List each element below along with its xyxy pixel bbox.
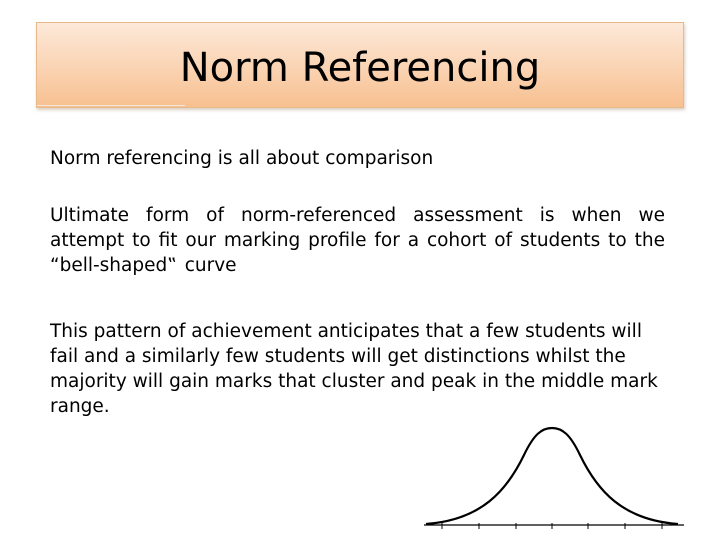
slide-title: Norm Referencing — [179, 45, 541, 91]
paragraph-bell-curve: Ultimate form of norm-referenced assessment is when we attempt to fit our marking profile for a cohort of students to the “bell-shaped‟ curve — [50, 205, 665, 276]
paragraph-comparison: Norm referencing is all about comparison — [50, 148, 434, 169]
paragraph-achievement-pattern: This pattern of achievement anticipates that a few students will fail and a similarly few students will get distinctions whilst the majority will gain marks that cluster and peak in the middle mark range. — [50, 321, 658, 417]
bell-curve-line — [426, 428, 678, 524]
bell-curve-icon — [422, 420, 687, 530]
title-divider — [37, 105, 185, 106]
title-banner — [36, 22, 684, 108]
